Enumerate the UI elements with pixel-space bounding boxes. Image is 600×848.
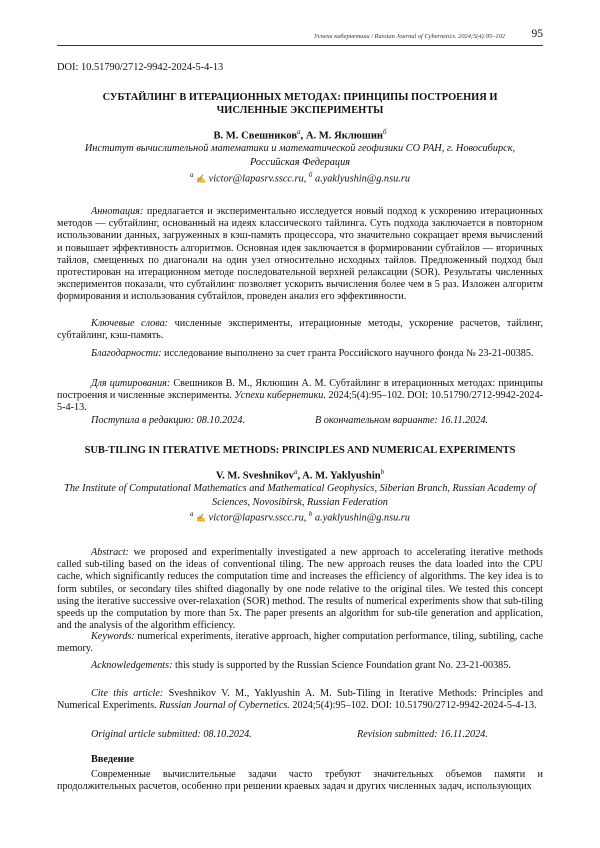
cite-ru <box>57 378 543 415</box>
title-ru: СУБТАЙЛИНГ В ИТЕРАЦИОННЫХ МЕТОДАХ: ПРИНЦИПЫ ПОСТРОЕНИЯ И ЧИСЛЕННЫЕ ЭКСПЕРИМЕНТЫ <box>102 92 498 116</box>
author1-ru: В. М. Свешников <box>213 130 298 142</box>
email-mark-b-en: b <box>308 510 313 518</box>
cite-journal-ru: Успехи кибернетики. <box>234 390 326 402</box>
intro-text <box>57 769 543 793</box>
cite-tail-en: 2024;5(4):95–102. DOI: 10.51790/2712-9942-2024-5-4-13. <box>292 700 537 712</box>
revised-ru: В окончательном варианте: 16.11.2024. <box>315 415 489 426</box>
author2-ru: А. М. Яклюшин <box>305 130 384 142</box>
ack-ru <box>57 348 543 360</box>
running-header <box>57 28 543 46</box>
running-title: Успехи кибернетики / Russian Journal of Cybernetics. 2024;5(4):95–102 <box>313 33 505 40</box>
submitted-ru: Поступила в редакцию: 08.10.2024. <box>91 415 246 426</box>
cite-journal-en: Russian Journal of Cybernetics. <box>159 700 290 712</box>
cite-en <box>57 688 543 712</box>
pen-icon: ✍ <box>196 174 207 184</box>
abstract-label-en: Abstract: <box>91 547 129 558</box>
emails-ru <box>57 171 543 184</box>
cite-text-en: Sveshnikov V. M., Yaklyushin A. M. Sub-Tiling in Iterative Methods: Principles and Numerical Experiments. <box>57 688 544 712</box>
keywords-ru <box>57 318 543 342</box>
abstract-en <box>57 547 543 632</box>
author2-en: A. M. Yaklyushin <box>302 470 381 482</box>
author1-en: V. M. Sveshnikov <box>215 470 294 482</box>
cite-label-en: Cite this article: <box>91 688 164 699</box>
emails-en <box>57 510 543 523</box>
abstract-label-ru: Аннотация: <box>91 206 144 217</box>
ack-label-ru: Благодарности: <box>91 348 162 359</box>
keywords-label-ru: Ключевые слова: <box>91 318 169 329</box>
author2-en-sup: b <box>380 468 385 476</box>
email2-en: a.yaklyushin@g.nsu.ru <box>314 512 410 524</box>
ack-en <box>57 660 543 672</box>
cite-text-ru: Свешников В. М., Яклюшин А. М. Субтайлинг в итерационных методах: принципы построения и численные эксперименты. <box>57 378 543 402</box>
email-mark-a-ru: а <box>190 171 194 179</box>
author-sep-en: , <box>297 470 303 482</box>
ack-text-en: this study is supported by the Russian Science Foundation grant No. 23-21-00385. <box>175 660 511 671</box>
abstract-text-en: we proposed and experimentally investigated a new approach to accelerating iterative methods called sub-tiling based on the ideas of conventional tiling. The new approach reuses the data loaded into the CPU cache, which significantly reduces the computation time and increases the efficiency of algorithms. The key idea is to form subtiles, or secondary tiles shifted diagonally by one node relative to the original tiles. We tested this concept using the iterative successive over-relaxation (SOR) method. The results of numerical experiments show that sub-tiling speeds up the computation by more than 5x. The paper presents an algorithm for sub-tile generation and application, and the analysis of the algorithm efficiency. <box>57 547 543 632</box>
keywords-text-ru: численные эксперименты, итерационные методы, ускорение расчетов, тайлинг, субтайлинг, кэш-память. <box>57 318 543 342</box>
cite-label-ru: Для цитирования: <box>91 378 171 389</box>
email-mark-b-ru: б <box>308 171 313 179</box>
intro-heading: Введение <box>91 754 135 765</box>
ack-text-ru: исследование выполнено за счет гранта Российского научного фонда № 23-21-00385. <box>164 348 534 359</box>
abstract-ru <box>57 206 543 304</box>
intro-paragraph: Современные вычислительные задачи часто требуют значительных объемов памяти и продолжительных расчетов, особенно при решении краевых задач и других численных задач, использующих <box>57 769 543 793</box>
title-en: SUB-TILING IN ITERATIVE METHODS: PRINCIPLES AND NUMERICAL EXPERIMENTS <box>84 445 516 456</box>
affiliation-en: The Institute of Computational Mathematics and Mathematical Geophysics, Siberian Branch, Russian Academy of Sciences, Novosibirsk, Russian Federation <box>64 483 536 508</box>
authors-en <box>57 468 543 482</box>
abstract-text-ru: предлагается и экспериментально исследуется новый подход к ускорению итерационных методов — субтайлинг, основанный на идеях классического тайлинга. Суть подхода заключается в повторном использовании данных, загруженных в кэш-память процессора, что значительно сокращает время вычислений и повышает эффективность алгоритмов. Основная идея заключается в формировании субтайлов — вторичных тайлов, смещенных по диагонали на один узел относительно исходных тайлов. Предложенный подход был протестирован на итерационном методе последовательной верхней релаксации (SOR). Результаты численных экспериментов показали, что субтайлинг позволяет ускорить вычисления более чем в 5 раз. Изложен алгоритм формирования и использования субтайлов, проведен анализ его эффективности. <box>57 206 543 303</box>
affiliation-ru: Институт вычислительной математики и математической геофизики СО РАН, г. Новосибирск, Российская Федерация <box>84 143 516 168</box>
submitted-en: Original article submitted: 08.10.2024. <box>91 729 252 740</box>
ack-label-en: Acknowledgements: <box>91 660 173 671</box>
revised-en: Revision submitted: 16.11.2024. <box>357 729 488 740</box>
email1-en: victor@lapasrv.sscc.ru, <box>208 512 307 524</box>
keywords-en <box>57 631 543 655</box>
author1-ru-sup: а <box>297 128 301 136</box>
author-sep-ru: , <box>300 130 306 142</box>
author2-ru-sup: б <box>383 128 387 136</box>
pen-icon: ✍ <box>196 513 207 523</box>
keywords-label-en: Keywords: <box>91 631 135 642</box>
email-mark-a-en: a <box>190 510 194 518</box>
doi: DOI: 10.51790/2712-9942-2024-5-4-13 <box>57 62 224 73</box>
page-number: 95 <box>531 28 543 40</box>
cite-tail-ru: 2024;5(4):95–102. DOI: 10.51790/2712-9942-2024-5-4-13. <box>57 390 544 414</box>
email2-ru: a.yaklyushin@g.nsu.ru <box>314 173 410 185</box>
email1-ru: victor@lapasrv.sscc.ru, <box>208 173 307 185</box>
author1-en-sup: a <box>293 468 298 476</box>
keywords-text-en: numerical experiments, iterative approach, higher computation performance, tiling, subtiling, cache memory. <box>57 631 544 655</box>
authors-ru <box>57 128 543 142</box>
